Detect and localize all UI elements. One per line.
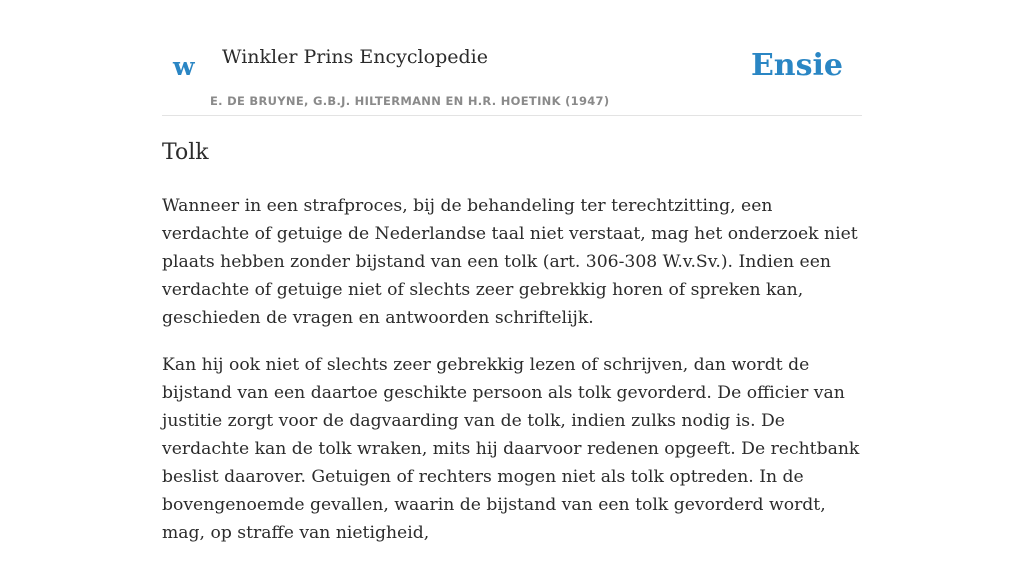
- article-paragraph: Kan hij ook niet of slechts zeer gebrekkig lezen of schrijven, dan wordt de bijstand van een daartoe geschikte persoon als tolk gevorderd. De officier van justitie zorgt voor de dagvaarding van de tolk, indien zulks nodig is. De verdachte kan de tolk wraken, mits hij daarvoor redenen opgeeft. De rechtbank beslist daarover. Getuigen of rechters mogen niet als tolk optreden. In de bovengenoemde gevallen, waarin de bijstand van een tolk gevorderd wordt, mag, op straffe van nietigheid,: [162, 355, 860, 543]
- article-paragraph: Wanneer in een strafproces, bij de behandeling ter terechtzitting, een verdachte of getuige de Nederlandse taal niet verstaat, mag het onderzoek niet plaats hebben zonder bijstand van een tolk (art. 306-308 W.v.Sv.). Indien een verdachte of getuige niet of slechts zeer gebrekkig horen of spreken kan, geschieden de vragen en antwoorden schriftelijk.: [162, 196, 858, 328]
- ensie-logo-link[interactable]: Ensie: [750, 48, 843, 83]
- article-body: [162, 192, 862, 566]
- article-title: Tolk: [162, 140, 209, 165]
- publication-authors: E. DE BRUYNE, G.B.J. HILTERMANN EN H.R. HOETINK (1947): [210, 94, 610, 108]
- header: [162, 40, 862, 116]
- publication-title: Winkler Prins Encyclopedie: [222, 46, 488, 68]
- publication-logo-icon[interactable]: w: [173, 52, 195, 81]
